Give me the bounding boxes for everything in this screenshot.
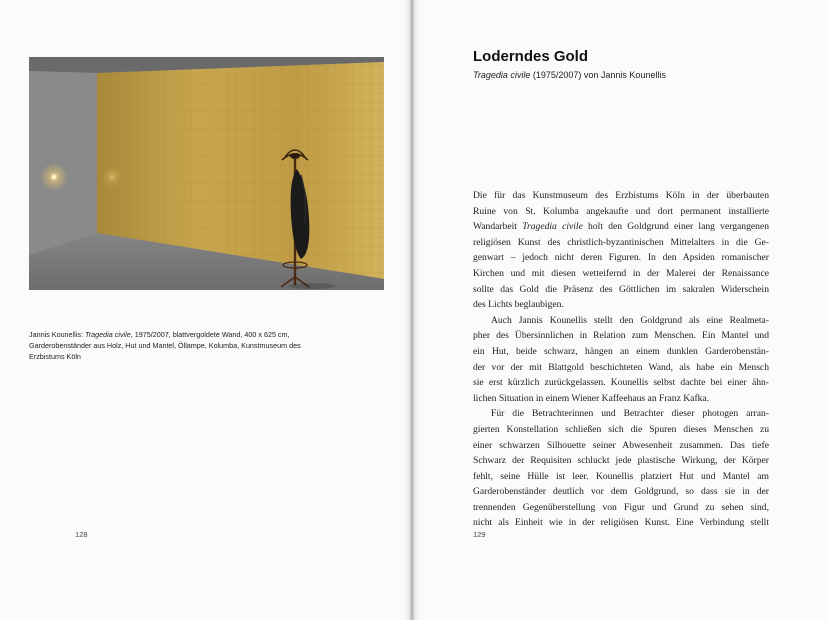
caption-line1-b: , 1975/2007, blattvergoldete Wand, 400 x 625 cm, <box>130 330 290 339</box>
p1-line3-a: Wandarbeit <box>473 221 523 233</box>
right-page <box>414 0 827 620</box>
p3-line2: gierten Konstellation schließen sich die Spuren dieses Menschen zu <box>473 423 769 435</box>
p2-line1: Auch Jannis Kounellis stellt den Goldgrund als eine Realmeta- <box>491 314 769 326</box>
artwork-photo-image <box>29 57 384 290</box>
p1-line3-title: Tragedia civile <box>522 221 583 233</box>
book-gutter <box>404 0 420 620</box>
subheading-rest: (1975/2007) von Jannis Kounellis <box>530 70 666 80</box>
paragraph-3 <box>473 406 769 531</box>
p1-line7: sollte das Gold die Präsenz des Göttlichen im sakralen Widerschein <box>473 283 769 295</box>
paragraph-1 <box>473 188 769 313</box>
caption-line2: Garderobenständer aus Holz, Hut und Mantel, Öllampe, Kolumba, Kunstmuseum des <box>29 341 301 350</box>
caption-work-title: Tragedia civile <box>84 330 131 339</box>
p3-line3: einer schwarzen Silhouette seiner Abwesenheit zusammen. Das tiefe <box>473 439 769 451</box>
p1-line5: genwart – jedoch nicht deren Figuren. In den Apsiden romanischer <box>473 252 769 264</box>
p2-line2: pher des Übersinnlichen in Relation zum Menschen. Ein Mantel und <box>473 330 769 342</box>
p1-line6: Kirchen und mit diesen wetteifernd in der Malerei der Renaissance <box>473 267 769 279</box>
p1-line4: religiösen Kunst des christlich-byzantinischen Mittelalters in die Ge- <box>473 236 769 248</box>
subheading-work-title: Tragedia civile <box>473 70 531 80</box>
p3-line1: Für die Betrachterinnen und Betrachter dieser photogen arran- <box>491 408 769 420</box>
p1-line1: Die für das Kunstmuseum des Erzbistums Köln in der überbauten <box>473 190 769 201</box>
p3-line7: trennenden Gegenüberstellung von Figur und Grund zu sehen sind, <box>473 501 769 513</box>
page-number-right: 129 <box>473 530 486 539</box>
article-heading: Loderndes Gold <box>473 48 589 65</box>
photo-caption <box>29 329 359 362</box>
p2-line4: der vor der mit Blattgold beschichteten Wand, als habe ein Mensch <box>473 361 769 373</box>
caption-line3: Erzbistums Köln <box>29 352 81 361</box>
artwork-photo <box>29 57 384 290</box>
p3-line8: nicht als Einheit wie in der religiösen Kunst. Eine Verbindung stellt <box>473 517 769 529</box>
p1-line3-b: holt den Goldgrund einer lang vergangenen <box>582 221 769 233</box>
left-page <box>0 0 410 620</box>
p1-line3 <box>473 219 769 235</box>
article-subheading <box>473 70 666 80</box>
caption-line1-a: Jannis Kounellis: <box>29 330 85 339</box>
article-body <box>473 188 769 531</box>
page-number-left: 128 <box>75 530 88 539</box>
p3-line4: Schwarz der Requisiten schluckt jede plastische Wirkung, der Körper <box>473 455 769 467</box>
p3-line5: fehlt, seine Hülle ist leer. Kounellis platziert Hut und Mantel am <box>473 470 769 482</box>
paragraph-2 <box>473 313 769 407</box>
p2-line3: ein Hut, beide schwarz, hängen an einem dunklen Garderobenstän- <box>473 345 769 357</box>
p1-line8: des Lichts beglaubigen. <box>473 299 564 311</box>
p1-line2: Ruine von St. Kolumba angekaufte und dort permanent installierte <box>473 205 769 217</box>
p3-line6: Garderobenständer deutlich vor dem Goldgrund, so dass sie in der <box>473 486 769 498</box>
p2-line6: lichen Situation in einem Wiener Kaffeehaus an Franz Kafka. <box>473 392 710 404</box>
p2-line5: sie erst kürzlich zurückgelassen. Kounellis selbst dachte bei einer ähn- <box>473 377 769 389</box>
